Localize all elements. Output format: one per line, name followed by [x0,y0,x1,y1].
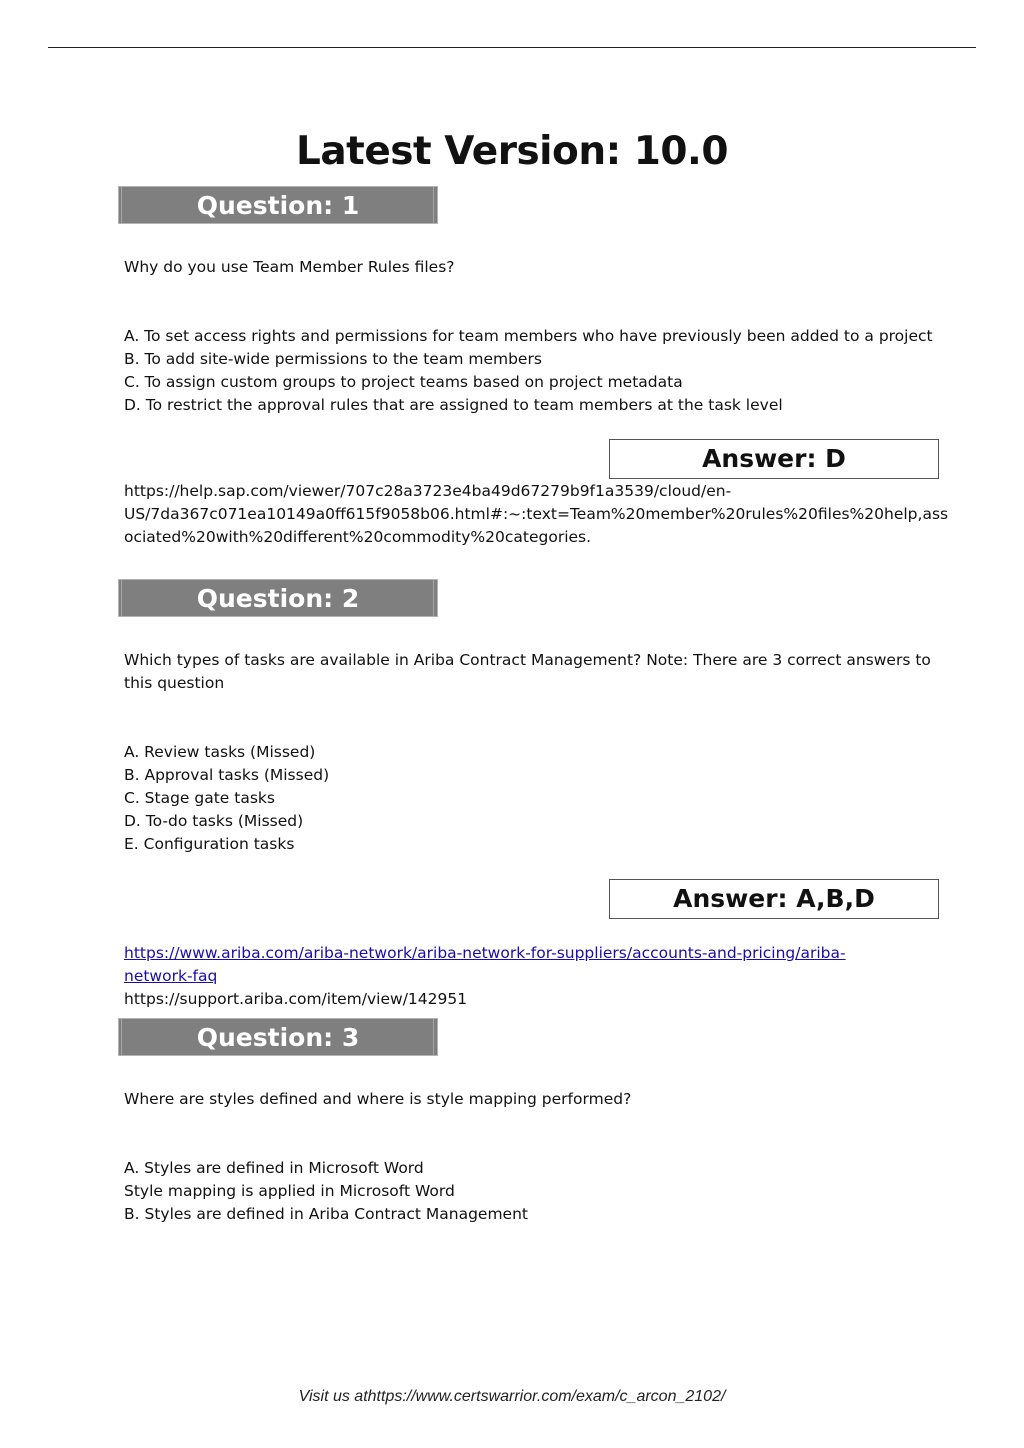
option-a-continued: Style mapping is applied in Microsoft Word [124,1182,455,1200]
reference-line: ociated%20with%20different%20commodity%20categories. [124,528,592,546]
reference-link[interactable]: network-faq [124,967,218,985]
reference-line: US/7da367c071ea10149a0ff615f9058b06.html#:~:text=Team%20member%20rules%20files%20help,ass [124,505,949,523]
question-2-prompt-line: this question [124,674,225,692]
option-a: A. Review tasks (Missed) [124,743,316,761]
page-title: Latest Version: 10.0 [296,129,728,174]
question-3-label: Question: 3 [196,1023,360,1052]
question-2-text [124,649,934,695]
reference-line: https://support.ariba.com/item/view/142951 [124,990,468,1008]
question-1-answer: Answer: D [609,439,939,479]
question-1-options [124,325,934,417]
question-3-banner [118,1018,438,1056]
question-2-reference [124,942,934,1011]
question-1-banner [118,186,438,224]
option-a: A. To set access rights and permissions for team members who have previously been added to a project [124,327,933,345]
question-1-text [124,256,934,279]
reference-link[interactable]: https://www.ariba.com/ariba-network/ariba-network-for-suppliers/accounts-and-pricing/ariba- [124,944,846,962]
option-e: E. Configuration tasks [124,835,295,853]
option-d: D. To-do tasks (Missed) [124,812,304,830]
option-a: A. Styles are defined in Microsoft Word [124,1159,424,1177]
reference-line: https://help.sap.com/viewer/707c28a3723e4ba49d67279b9f1a3539/cloud/en- [124,482,732,500]
option-c: C. Stage gate tasks [124,789,275,807]
option-b: B. Approval tasks (Missed) [124,766,330,784]
option-b: B. To add site-wide permissions to the team members [124,350,542,368]
question-3-options [124,1157,934,1226]
footer-text: Visit us athttps://www.certswarrior.com/exam/c_arcon_2102/ [298,1388,726,1405]
question-2-options [124,741,934,856]
question-3-prompt: Where are styles defined and where is style mapping performed? [124,1090,632,1108]
question-2-prompt-line: Which types of tasks are available in Ariba Contract Management? Note: There are 3 correct answers to [124,651,931,669]
option-c: C. To assign custom groups to project teams based on project metadata [124,373,683,391]
option-b: B. Styles are defined in Ariba Contract Management [124,1205,528,1223]
question-3-text [124,1088,934,1111]
option-d: D. To restrict the approval rules that are assigned to team members at the task level [124,396,783,414]
question-1-prompt: Why do you use Team Member Rules files? [124,258,455,276]
question-2-label: Question: 2 [196,584,360,613]
header-rule [48,47,976,48]
question-1-reference [124,480,949,549]
question-1-label: Question: 1 [196,191,360,220]
question-2-answer: Answer: A,B,D [609,879,939,919]
question-2-banner [118,579,438,617]
